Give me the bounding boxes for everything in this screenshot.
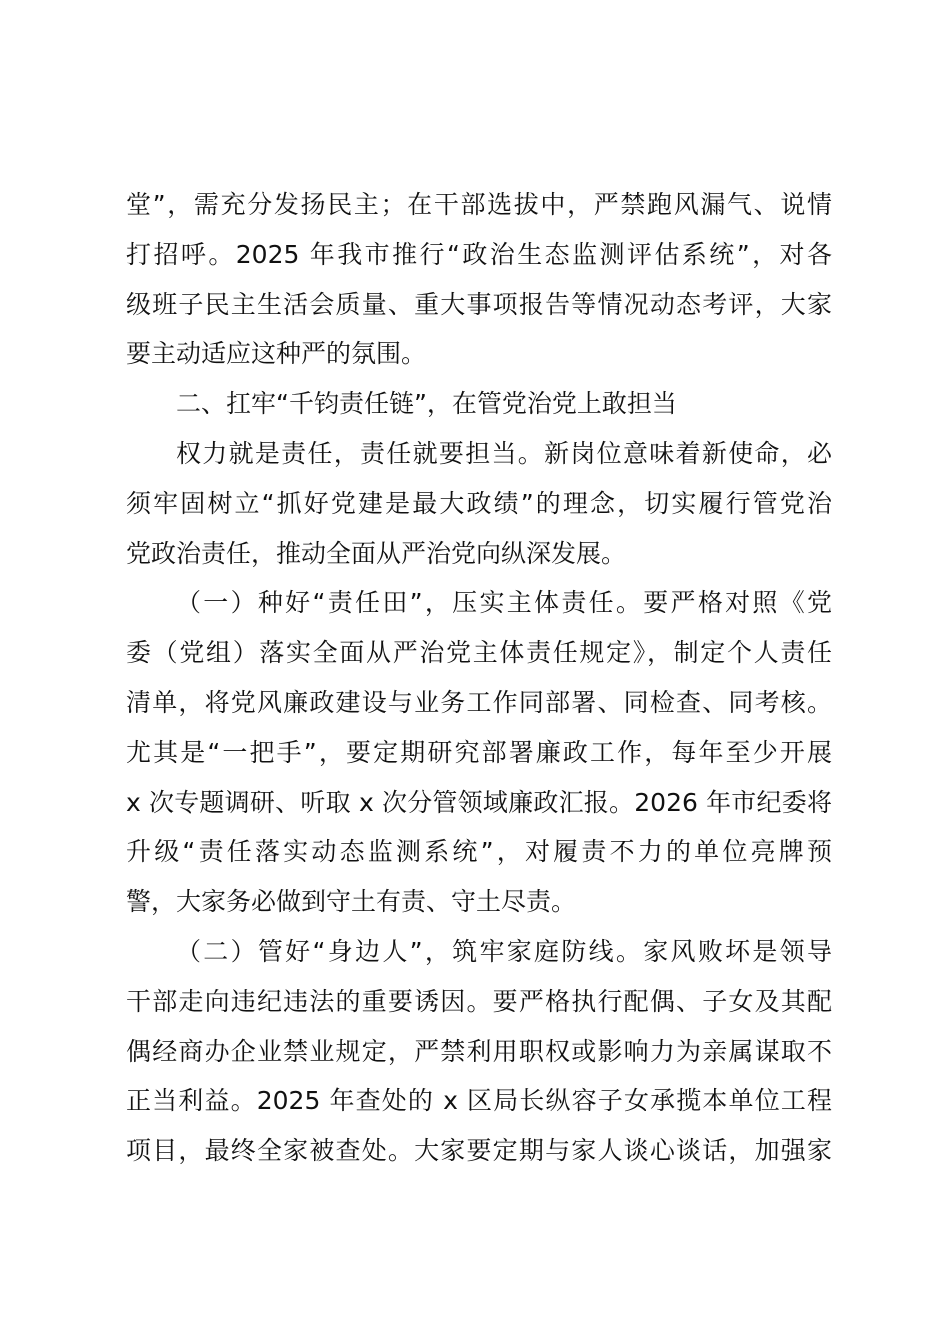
text-line: 权力就是责任，责任就要担当。新岗位意味着新使命，必 [176,439,832,468]
text-line: （二）管好“身边人”，筑牢家庭防线。家风败坏是领导 [176,937,832,966]
section-heading: 二、扛牢“千钧责任链”，在管党治党上敢担当 [176,389,677,419]
text-line: 党政治责任，推动全面从严治党向纵深发展。 [126,538,627,568]
text-line: 偶经商办企业禁业规定，严禁利用职权或影响力为亲属谋取不 [126,1036,832,1066]
text-line: 正当利益。2025 年查处的 x 区局长纵容子女承揽本单位工程 [126,1086,832,1116]
text-line: x 次专题调研、听取 x 次分管领域廉政汇报。2026 年市纪委将 [126,787,832,817]
text-line: 委（党组）落实全面从严治党主体责任规定》，制定个人责任 [126,638,832,668]
text-line: 尤其是“一把手”，要定期研究部署廉政工作，每年至少开展 [126,737,832,767]
text-line: （一）种好“责任田”，压实主体责任。要严格对照《党 [176,588,832,618]
text-line: 干部走向违纪违法的重要诱因。要严格执行配偶、子女及其配 [126,986,832,1016]
text-line: 要主动适应这种严的氛围。 [126,339,427,369]
text-line: 警，大家务必做到守土有责、守土尽责。 [126,887,577,917]
text-line: 升级“责任落实动态监测系统”，对履责不力的单位亮牌预 [126,837,832,867]
text-line: 打招呼。2025 年我市推行“政治生态监测评估系统”，对各 [126,239,832,269]
text-line: 级班子民主生活会质量、重大事项报告等情况动态考评，大家 [126,289,832,319]
text-line: 清单，将党风廉政建设与业务工作同部署、同检查、同考核。 [126,688,832,717]
text-line: 项目，最终全家被查处。大家要定期与家人谈心谈话，加强家 [126,1136,832,1166]
text-line: 堂”，需充分发扬民主；在干部选拔中，严禁跑风漏气、说情 [126,190,832,219]
text-line: 须牢固树立“抓好党建是最大政绩”的理念，切实履行管党治 [126,488,832,518]
